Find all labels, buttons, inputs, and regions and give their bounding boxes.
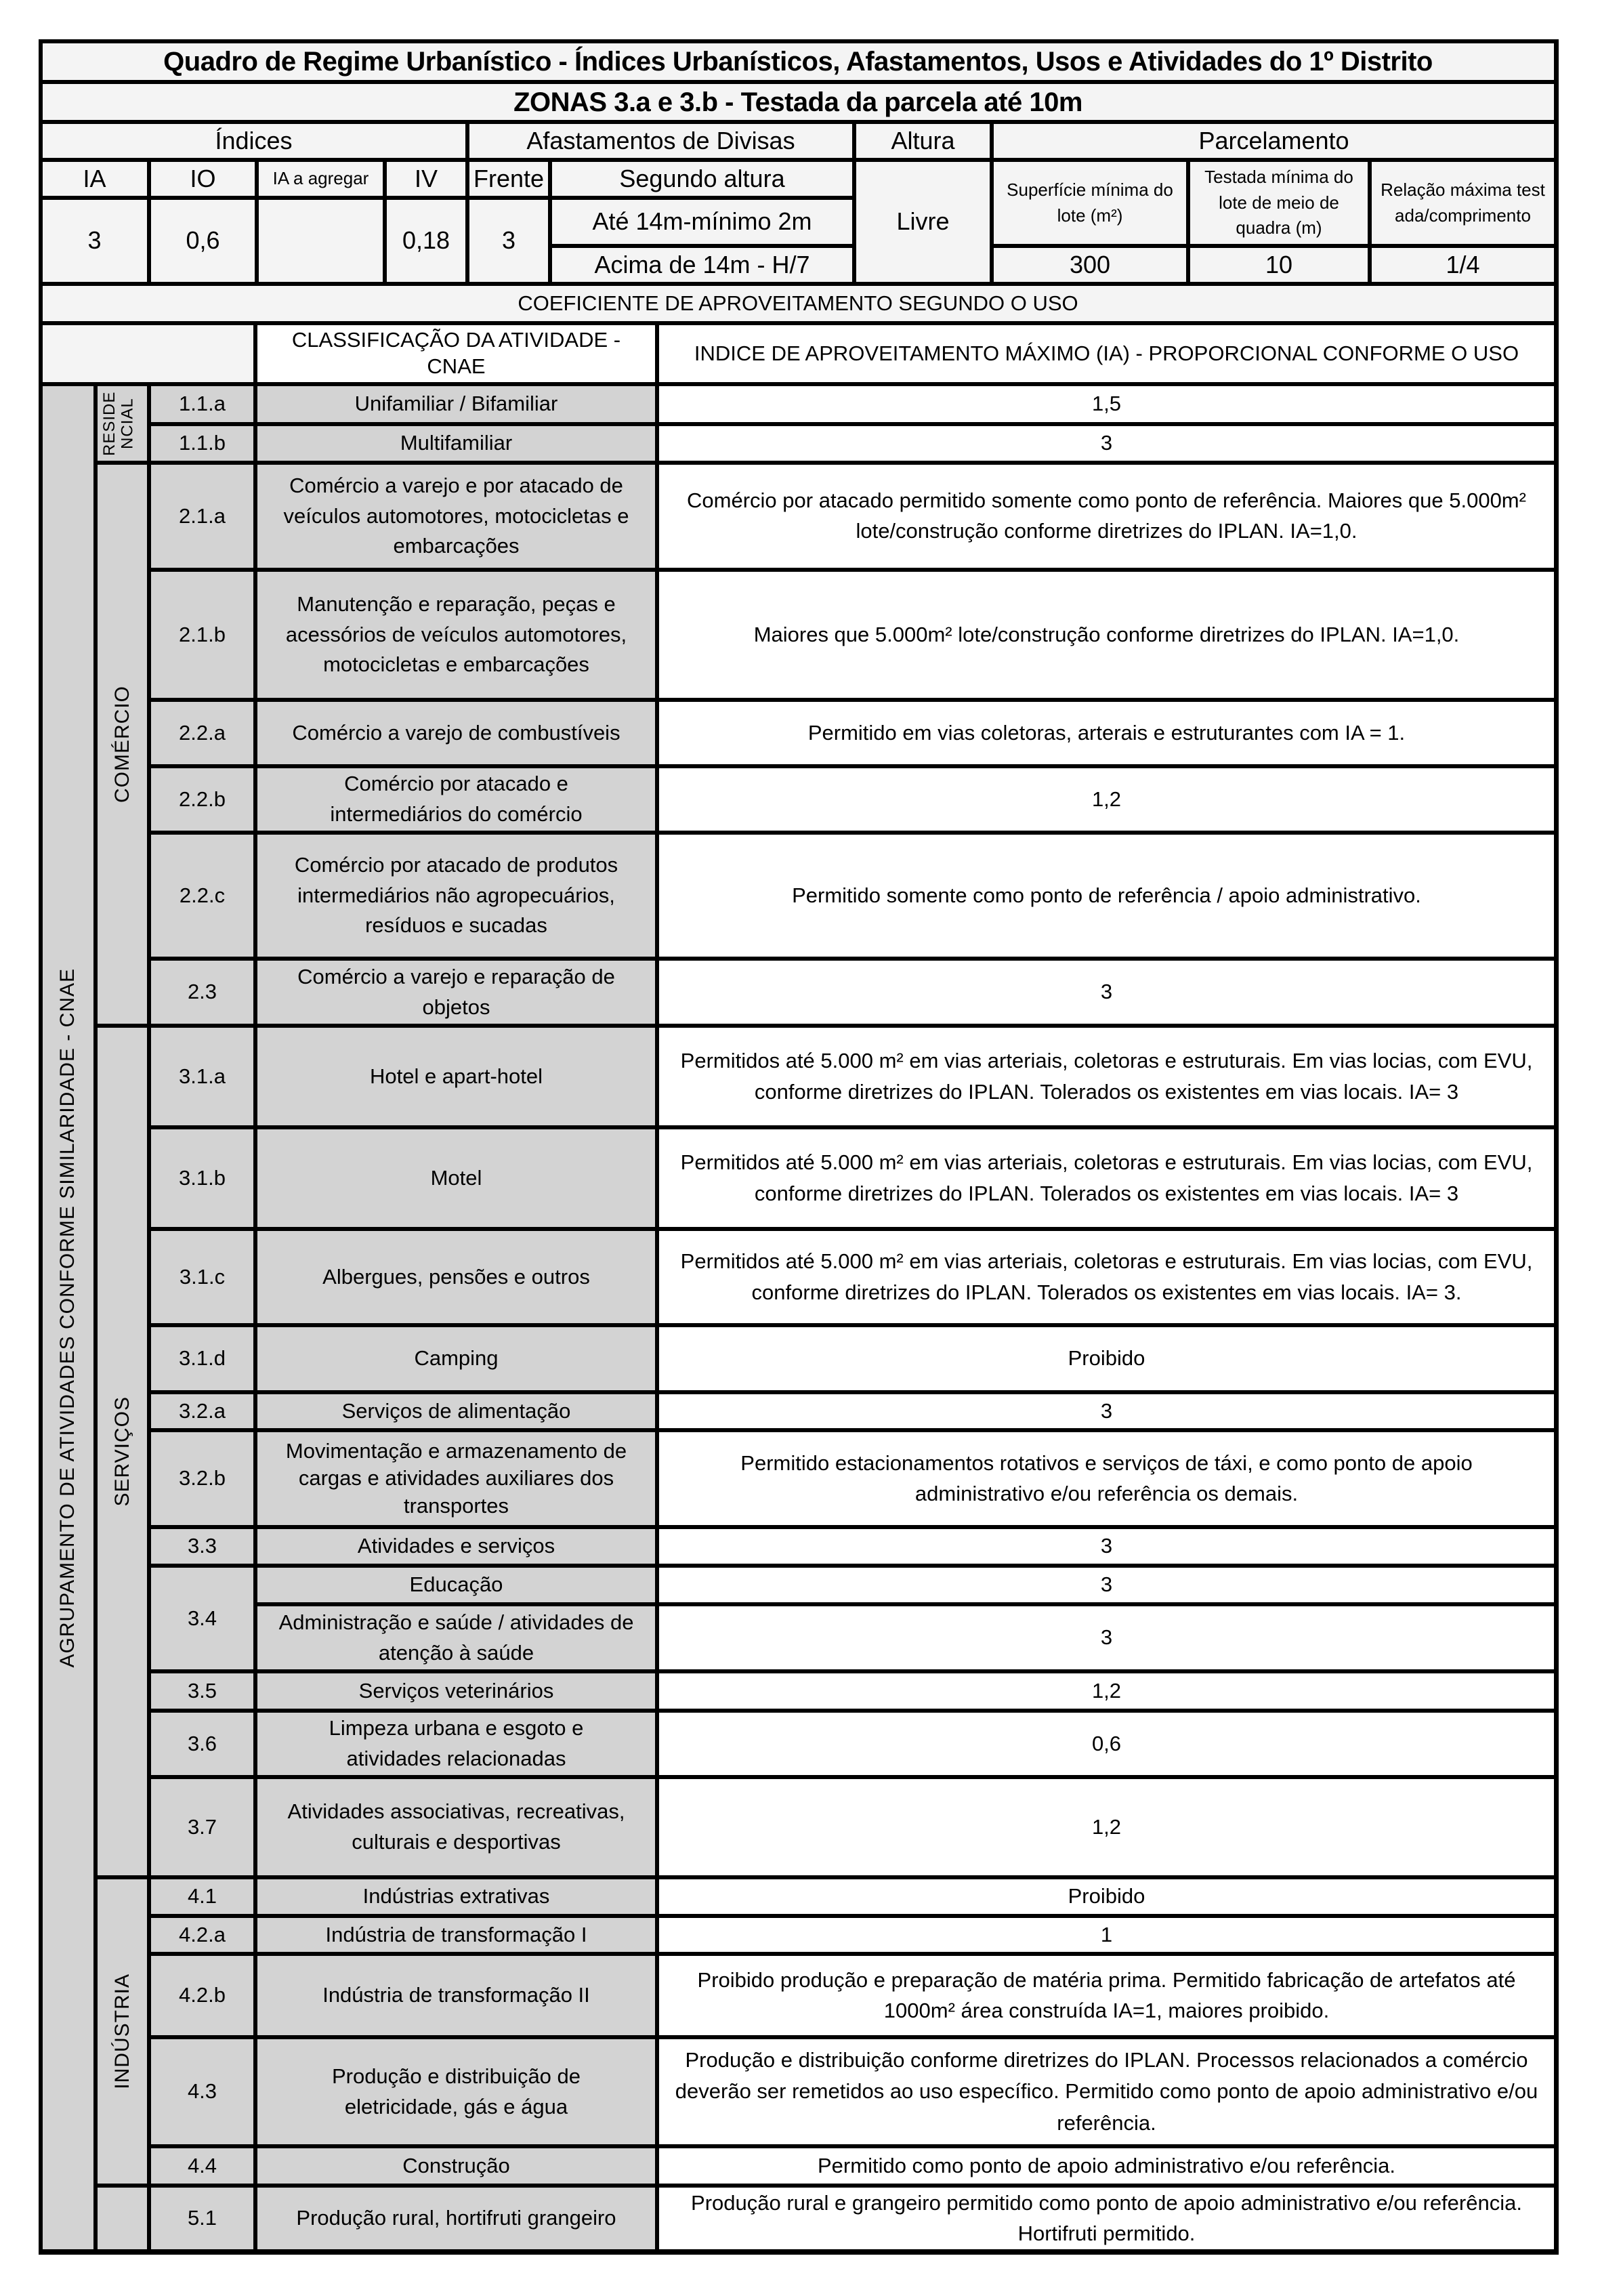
frente-subheader: Frente xyxy=(467,160,550,198)
altura-value: Livre xyxy=(854,160,992,284)
acima-14m-value: Acima de 14m - H/7 xyxy=(550,246,854,284)
row-code: 3.7 xyxy=(149,1777,255,1877)
row-ia: 1,2 xyxy=(657,766,1556,833)
row-activity: Serviços veterinários xyxy=(255,1671,657,1711)
row-ia: Permitido em vias coletoras, arterais e estruturantes com IA = 1. xyxy=(657,700,1556,766)
row-activity: Comércio por atacado e intermediários do comércio xyxy=(255,766,657,833)
row-ia: Comércio por atacado permitido somente como ponto de referência. Maiores que 5.000m² lote/construção conforme diretrizes do IPLAN. IA=1,0. xyxy=(657,463,1556,570)
header-blank-cell xyxy=(40,323,255,384)
row-activity: Educação xyxy=(255,1566,657,1604)
row-code: 2.2.c xyxy=(149,833,255,959)
segundo-altura-subheader: Segundo altura xyxy=(550,160,854,198)
row-code: 4.3 xyxy=(149,2037,255,2146)
row-code: 2.2.b xyxy=(149,766,255,833)
category-servicos xyxy=(96,1026,149,1877)
row-ia: 3 xyxy=(657,959,1556,1026)
row-ia: 3 xyxy=(657,1604,1556,1671)
row-activity: Multifamiliar xyxy=(255,424,657,463)
row-activity: Indústrias extrativas xyxy=(255,1877,657,1916)
category-rural xyxy=(96,2186,149,2251)
row-activity: Motel xyxy=(255,1127,657,1229)
row-ia: Permitido como ponto de apoio administrativo e/ou referência. xyxy=(657,2146,1556,2186)
row-code: 3.1.a xyxy=(149,1026,255,1127)
row-activity: Albergues, pensões e outros xyxy=(255,1229,657,1325)
row-code: 2.3 xyxy=(149,959,255,1026)
row-code: 3.4 xyxy=(149,1566,255,1671)
relacao-value: 1/4 xyxy=(1370,246,1556,284)
testada-subheader: Testada mínima do lote de meio de quadra (m) xyxy=(1188,160,1370,246)
row-activity: Construção xyxy=(255,2146,657,2186)
zone-title: ZONAS 3.a e 3.b - Testada da parcela até 10m xyxy=(40,82,1556,122)
row-activity: Atividades associativas, recreativas, culturais e desportivas xyxy=(255,1777,657,1877)
indice-header: INDICE DE APROVEITAMENTO MÁXIMO (IA) - PROPORCIONAL CONFORME O USO xyxy=(657,323,1556,384)
superficie-subheader: Superfície mínima do lote (m²) xyxy=(992,160,1188,246)
afastamentos-header: Afastamentos de Divisas xyxy=(467,122,854,160)
superficie-value: 300 xyxy=(992,246,1188,284)
row-ia: Proibido xyxy=(657,1325,1556,1392)
row-ia: Permitidos até 5.000 m² em vias arteriais, coletoras e estruturais. Em vias locias, com EVU, conforme diretrizes do IPLAN. Tolerados os existentes em vias locais. IA= 3 xyxy=(657,1127,1556,1229)
iv-value: 0,18 xyxy=(385,198,467,284)
row-ia: Produção rural e grangeiro permitido como ponto de apoio administrativo e/ou referência. Hortifruti permitido. xyxy=(657,2186,1556,2251)
row-ia: Maiores que 5.000m² lote/construção conforme diretrizes do IPLAN. IA=1,0. xyxy=(657,570,1556,700)
row-code: 2.2.a xyxy=(149,700,255,766)
row-activity: Comércio a varejo e por atacado de veículos automotores, motocicletas e embarcações xyxy=(255,463,657,570)
row-code: 4.1 xyxy=(149,1877,255,1916)
row-activity: Movimentação e armazenamento de cargas e atividades auxiliares dos transportes xyxy=(255,1430,657,1527)
row-activity: Indústria de transformação I xyxy=(255,1916,657,1954)
row-activity: Comércio a varejo e reparação de objetos xyxy=(255,959,657,1026)
category-residencial-text: RESIDE NCIAL xyxy=(100,391,136,456)
category-comercio-text: COMÉRCIO xyxy=(110,686,133,803)
classificacao-header: CLASSIFICAÇÃO DA ATIVIDADE - CNAE xyxy=(255,323,657,384)
row-activity: Indústria de transformação II xyxy=(255,1954,657,2037)
row-code: 1.1.b xyxy=(149,424,255,463)
category-comercio xyxy=(96,463,149,1026)
row-ia: 1,2 xyxy=(657,1671,1556,1711)
row-activity: Atividades e serviços xyxy=(255,1527,657,1566)
ate-14m-value: Até 14m-mínimo 2m xyxy=(550,198,854,246)
row-code: 4.2.a xyxy=(149,1916,255,1954)
row-code: 3.3 xyxy=(149,1527,255,1566)
row-code: 3.2.b xyxy=(149,1430,255,1527)
row-ia: Produção e distribuição conforme diretrizes do IPLAN. Processos relacionados a comércio deverão ser remetidos ao uso específico. Permitido como ponto de apoio administrativo e/ou referência. xyxy=(657,2037,1556,2146)
frente-value: 3 xyxy=(467,198,550,284)
ia-value: 3 xyxy=(40,198,149,284)
row-code: 2.1.b xyxy=(149,570,255,700)
row-ia: Permitido estacionamentos rotativos e serviços de táxi, e como ponto de apoio administrativo e/ou referência os demais. xyxy=(657,1430,1556,1527)
io-subheader: IO xyxy=(149,160,257,198)
row-code: 5.1 xyxy=(149,2186,255,2251)
row-ia: Proibido produção e preparação de matéria prima. Permitido fabricação de artefatos até 1000m² área construída IA=1, maiores proibido. xyxy=(657,1954,1556,2037)
row-code: 3.2.a xyxy=(149,1392,255,1430)
row-code: 1.1.a xyxy=(149,384,255,424)
row-activity: Produção e distribuição de eletricidade, gás e água xyxy=(255,2037,657,2146)
row-code: 3.6 xyxy=(149,1711,255,1777)
row-activity: Administração e saúde / atividades de atenção à saúde xyxy=(255,1604,657,1671)
row-ia: Permitidos até 5.000 m² em vias arteriais, coletoras e estruturais. Em vias locias, com EVU, conforme diretrizes do IPLAN. Tolerados os existentes em vias locais. IA= 3 xyxy=(657,1026,1556,1127)
side-group-text: AGRUPAMENTO DE ATIVIDADES CONFORME SIMILARIDADE - CNAE xyxy=(56,967,79,1668)
altura-header: Altura xyxy=(854,122,992,160)
row-code: 3.1.d xyxy=(149,1325,255,1392)
row-ia: Permitidos até 5.000 m² em vias arteriais, coletoras e estruturais. Em vias locias, com EVU, conforme diretrizes do IPLAN. Tolerados os existentes em vias locais. IA= 3. xyxy=(657,1229,1556,1325)
row-ia: 3 xyxy=(657,1392,1556,1430)
iv-subheader: IV xyxy=(385,160,467,198)
document-title: Quadro de Regime Urbanístico - Índices Urbanísticos, Afastamentos, Usos e Atividades do 1º Distrito xyxy=(40,41,1556,82)
row-code: 2.1.a xyxy=(149,463,255,570)
row-code: 3.5 xyxy=(149,1671,255,1711)
testada-value: 10 xyxy=(1188,246,1370,284)
row-activity: Hotel e apart-hotel xyxy=(255,1026,657,1127)
category-industria-text: INDÚSTRIA xyxy=(110,1974,133,2089)
row-ia: Proibido xyxy=(657,1877,1556,1916)
side-group-label xyxy=(40,384,96,2251)
row-activity: Limpeza urbana e esgoto e atividades relacionadas xyxy=(255,1711,657,1777)
category-residencial xyxy=(96,384,149,463)
ia-agregar-subheader: IA a agregar xyxy=(257,160,385,198)
row-ia: 0,6 xyxy=(657,1711,1556,1777)
category-servicos-text: SERVIÇOS xyxy=(110,1396,133,1507)
row-activity: Unifamiliar / Bifamiliar xyxy=(255,384,657,424)
row-activity: Comércio a varejo de combustíveis xyxy=(255,700,657,766)
ia-subheader: IA xyxy=(40,160,149,198)
row-ia: Permitido somente como ponto de referência / apoio administrativo. xyxy=(657,833,1556,959)
row-activity: Comércio por atacado de produtos intermediários não agropecuários, resíduos e sucadas xyxy=(255,833,657,959)
coef-title: COEFICIENTE DE APROVEITAMENTO SEGUNDO O USO xyxy=(40,284,1556,323)
row-code: 3.1.b xyxy=(149,1127,255,1229)
row-activity: Produção rural, hortifruti grangeiro xyxy=(255,2186,657,2251)
row-ia: 1 xyxy=(657,1916,1556,1954)
io-value: 0,6 xyxy=(149,198,257,284)
row-code: 4.2.b xyxy=(149,1954,255,2037)
row-activity: Camping xyxy=(255,1325,657,1392)
row-ia: 3 xyxy=(657,1527,1556,1566)
row-ia: 3 xyxy=(657,1566,1556,1604)
row-code: 4.4 xyxy=(149,2146,255,2186)
relacao-subheader: Relação máxima testada/comprimento xyxy=(1370,160,1556,246)
row-ia: 3 xyxy=(657,424,1556,463)
row-activity: Manutenção e reparação, peças e acessórios de veículos automotores, motocicletas e embarcações xyxy=(255,570,657,700)
ia-agregar-value xyxy=(257,198,385,284)
category-industria xyxy=(96,1877,149,2186)
row-ia: 1,2 xyxy=(657,1777,1556,1877)
indices-header: Índices xyxy=(40,122,467,160)
row-code: 3.1.c xyxy=(149,1229,255,1325)
row-activity: Serviços de alimentação xyxy=(255,1392,657,1430)
parcelamento-header: Parcelamento xyxy=(992,122,1556,160)
row-ia: 1,5 xyxy=(657,384,1556,424)
